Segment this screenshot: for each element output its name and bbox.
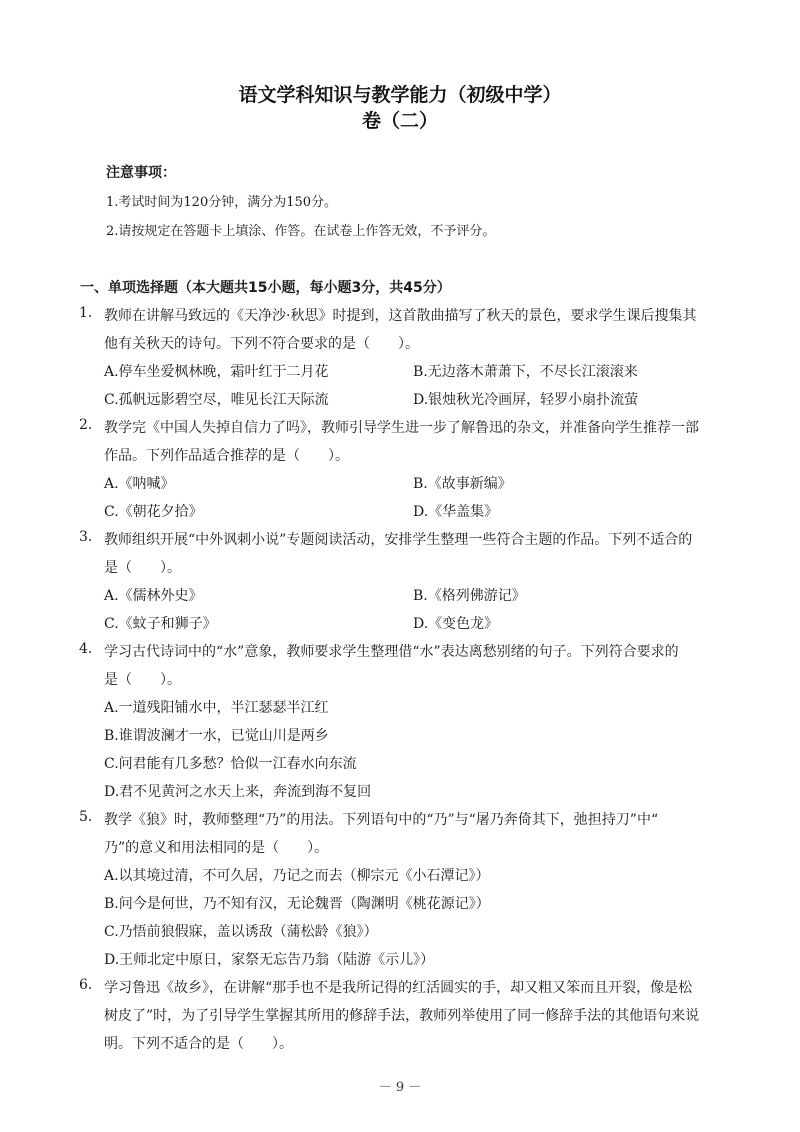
option-b: B.谁谓波澜才一水，已觉山川是两乡	[104, 728, 329, 744]
question-text: 是（ ）。	[104, 672, 181, 688]
question-number: 6.	[79, 977, 93, 993]
exam-subtitle: 卷（二）	[361, 110, 438, 132]
option-a: A.停车坐爱枫林晚，霜叶红于二月花	[104, 364, 329, 380]
option-c: C.《朝花夕拾》	[104, 504, 203, 520]
question-number: 3.	[79, 529, 93, 545]
question-number: 4.	[79, 641, 93, 657]
option-b: B.《格列佛游记》	[413, 588, 526, 604]
option-a: A.《呐喊》	[104, 476, 175, 492]
option-a: A.以其境过清，不可久居，乃记之而去（柳宗元《小石潭记》）	[104, 868, 490, 884]
question-number: 5.	[79, 809, 93, 825]
option-d: D.君不见黄河之水天上来，奔流到海不复回	[104, 784, 372, 800]
option-d: D.王师北定中原日，家祭无忘告乃翁（陆游《示儿》）	[104, 952, 435, 968]
question-text: 是（ ）。	[104, 560, 181, 576]
option-b: B.问今是何世，乃不知有汉，无论魏晋（陶渊明《桃花源记》）	[104, 896, 490, 912]
option-a: A.一道残阳铺水中，半江瑟瑟半江红	[104, 700, 329, 716]
option-d: D.《华盖集》	[413, 504, 499, 520]
question-text: 乃”的意义和用法相同的是（ ）。	[104, 840, 329, 856]
option-d: D.银烛秋光冷画屏，轻罗小扇扑流萤	[413, 392, 639, 408]
question-text: 学习古代诗词中的“水”意象，教师要求学生整理借“水”表达离愁别绪的句子。下列符合要求的	[104, 644, 679, 660]
question-number: 1.	[79, 305, 93, 321]
notice-item: 1.考试时间为120分钟，满分为150分。	[106, 195, 338, 210]
question-text: 明。下列不适合的是（ ）。	[104, 1036, 293, 1052]
option-c: C.乃悟前狼假寐，盖以诱敌（蒲松龄《狼》）	[104, 924, 378, 940]
option-c: C.问君能有几多愁？恰似一江春水向东流	[104, 756, 357, 772]
question-text: 学习鲁迅《故乡》，在讲解“那手也不是我所记得的红活圆实的手，却又粗又笨而且开裂，像是松	[104, 980, 693, 996]
question-text: 树皮了”时，为了引导学生掌握其所用的修辞手法，教师列举使用了同一修辞手法的其他语句来说	[104, 1008, 700, 1024]
option-c: C.孤帆远影碧空尽，唯见长江天际流	[104, 392, 329, 408]
question-text: 教师在讲解马致远的《天净沙·秋思》时提到，这首散曲描写了秋天的景色，要求学生课后搜集其	[104, 308, 697, 324]
question-text: 作品。下列作品适合推荐的是（ ）。	[104, 448, 349, 464]
question-text: 他有关秋天的诗句。下列不符合要求的是（ ）。	[104, 336, 419, 352]
option-c: C.《蚊子和狮子》	[104, 616, 217, 632]
question-text: 教师组织开展“中外讽刺小说”专题阅读活动，安排学生整理一些符合主题的作品。下列不适合的	[104, 532, 693, 548]
notice-item: 2.请按规定在答题卡上填涂、作答。在试卷上作答无效，不予评分。	[106, 224, 496, 239]
question-number: 2.	[79, 417, 93, 433]
option-d: D.《变色龙》	[413, 616, 499, 632]
question-text: 教学《狼》时，教师整理“乃”的用法。下列语句中的“乃”与“屠乃奔倚其下，弛担持刀”中“	[104, 812, 659, 828]
section-heading: 一、单项选择题（本大题共15小题，每小题3分，共45分）	[80, 280, 451, 296]
option-b: B.无边落木萧萧下，不尽长江滚滚来	[413, 364, 638, 380]
option-a: A.《儒林外史》	[104, 588, 203, 604]
question-text: 教学完《中国人失掉自信力了吗》，教师引导学生进一步了解鲁迅的杂文，并准备向学生推荐一部	[104, 420, 699, 436]
page-number: － 9 －	[378, 1080, 422, 1095]
notice-heading: 注意事项：	[106, 165, 176, 181]
exam-title: 语文学科知识与教学能力（初级中学）	[238, 84, 562, 106]
option-b: B.《故事新编》	[413, 476, 512, 492]
